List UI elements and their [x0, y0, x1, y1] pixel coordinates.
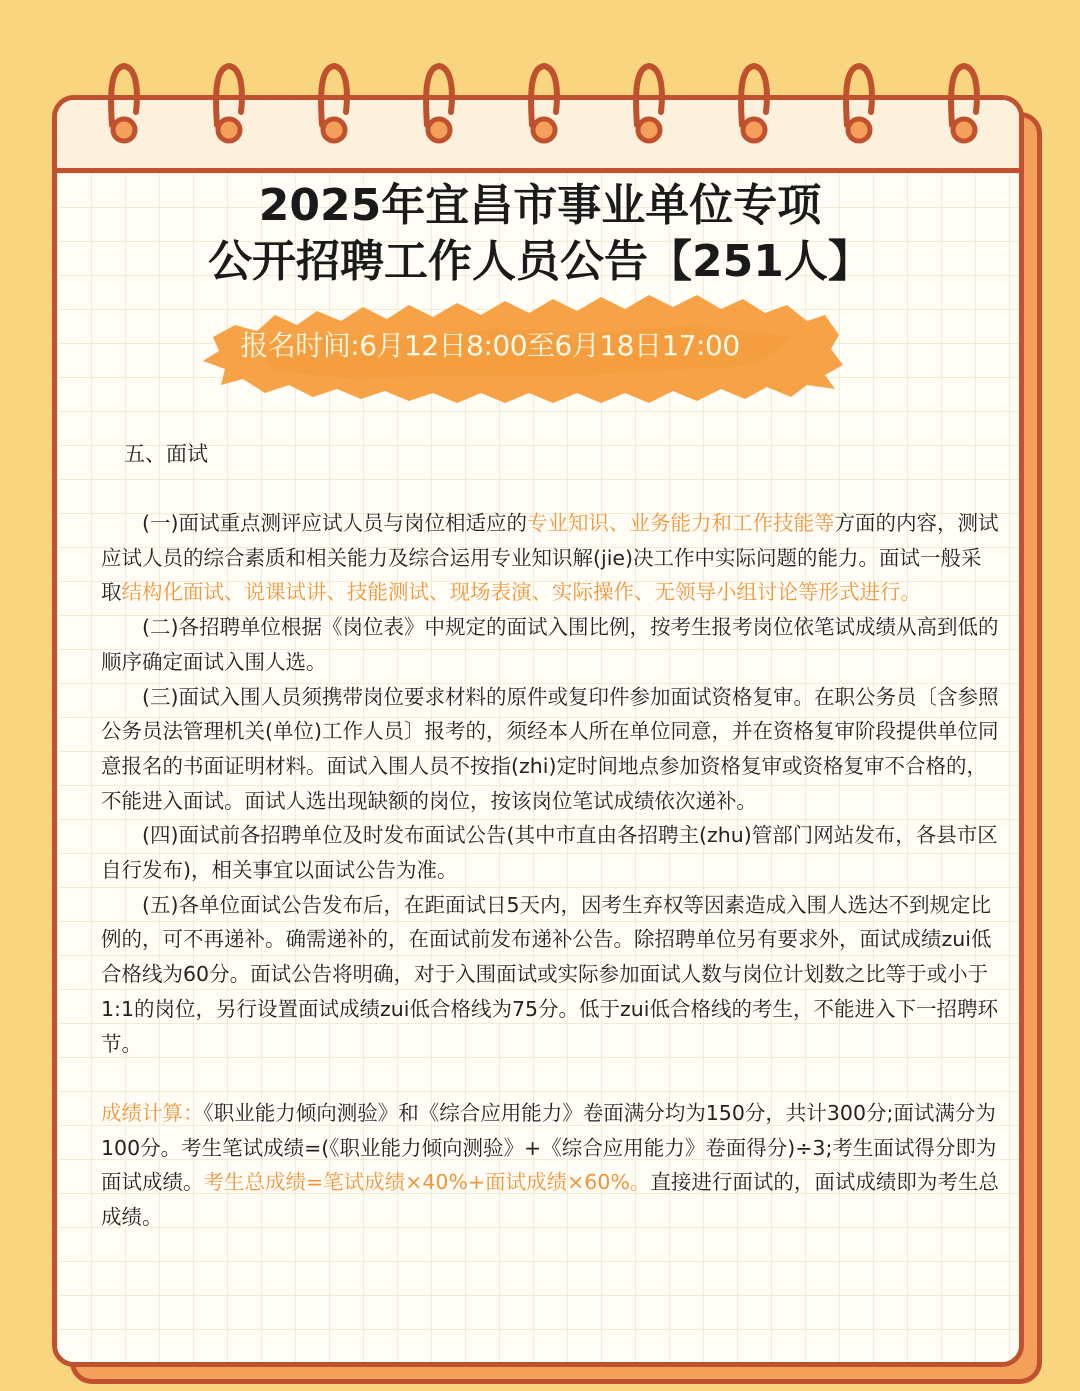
score-text-2: 直接进行面试的，面试成绩即为考生总成绩。: [101, 1170, 999, 1230]
title-line-2: 公开招聘工作人员公告【251人】: [208, 236, 872, 287]
paragraph-4: (四)面试前各招聘单位及时发布面试公告(其中市直由各招聘主(zhu)管部门网站发布，各县市区自行发布)，相关事宜以面试公告为准。: [101, 823, 998, 883]
paragraph-1-text-a: (一)面试重点测评应试人员与岗位相适应的: [142, 511, 527, 535]
section-heading: 五、面试: [124, 442, 208, 466]
paragraph-1-text-b: 方面的内容，测试应试人员的综合素质和相关能力及综合运用专业知识解(jie)决工作中实际问题的能力。面试一般采取: [101, 511, 999, 605]
paragraph-1-highlight-a: 专业知识、业务能力和工作技能等: [527, 511, 835, 535]
notice-content: [101, 506, 1001, 1235]
page-title: [0, 178, 1080, 290]
notepad-header-strip: [57, 100, 1019, 173]
title-line-1: 2025年宜昌市事业单位专项: [258, 180, 822, 231]
score-text-1: 《职业能力倾向测验》和《综合应用能力》卷面满分均为150分，共计300分;面试满分为100分。考生笔试成绩=(《职业能力倾向测验》+《综合应用能力》卷面得分)÷3;考生面试得分即为面试成绩。: [101, 1100, 997, 1195]
score-calculation: [101, 1096, 1001, 1235]
score-label: 成绩计算：: [101, 1100, 204, 1125]
paragraph-1-highlight-b: 结构化面试、说课试讲、技能测试、现场表演、实际操作、无领导小组讨论等形式进行。: [121, 580, 921, 605]
paragraph-3: (三)面试入围人员须携带岗位要求材料的原件或复印件参加面试资格复审。在职公务员〔含参照公务员法管理机关(单位)工作人员〕报考的，须经本人所在单位同意，并在资格复审阶段提供单位同意报名的书面证明材料。面试入围人员不按指(zhi)定时间地点参加资格复审或资格复审不合格的，不能进入面试。面试人选出现缺额的岗位，按该岗位笔试成绩依次递补。: [101, 684, 999, 813]
paragraph-2: (二)各招聘单位根据《岗位表》中规定的面试入围比例，按考生报考岗位依笔试成绩从高到低的顺序确定面试入围人选。: [101, 615, 999, 674]
score-formula: 考生总成绩=笔试成绩×40%+面试成绩×60%。: [203, 1170, 651, 1195]
paragraph-5: (五)各单位面试公告发布后，在距面试日5天内，因考生弃权等因素造成入围人选达不到规定比例的，可不再递补。确需递补的，在面试前发布递补公告。除招聘单位另有要求外，面试成绩zui低合格线为60分。面试公告将明确，对于入围面试或实际参加面试人数与岗位计划数之比等于或小于1:1的岗位，另行设置面试成绩zui低合格线为75分。低于zui低合格线的考生，不能进入下一招聘环节。: [101, 892, 998, 1056]
registration-time: 报名时间:6月12日8:00至6月18日17:00: [240, 329, 740, 362]
paragraph-1: [101, 506, 1001, 610]
